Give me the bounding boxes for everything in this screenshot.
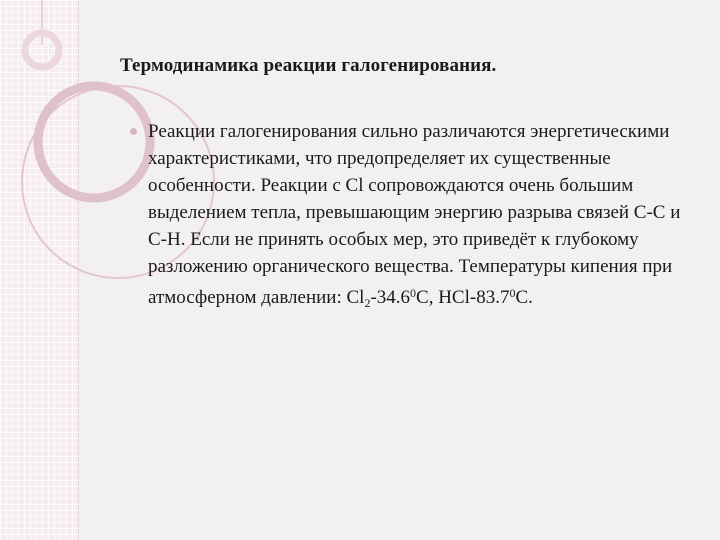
paragraph-lead: Реакции галогенирования сильно различаются энергетическими характеристиками, что предопределяет их существенные особенности. Реакции с Cl сопровождаются очень большим выделением тепла, превышающим энергию разрыва связей C-C и C-H. Если не принять особых мер, это приведёт к глубокому разложению органического вещества. Температуры кипения при атмосферном давлении: Cl [148, 121, 681, 308]
paragraph-mid: C, HCl-83.7 [416, 287, 510, 308]
slide-title: Термодинамика реакции галогенирования. [120, 55, 497, 76]
bullet-paragraph [148, 118, 700, 317]
bullet-list-item [130, 118, 700, 317]
degree-mark-2: 0 [509, 286, 516, 300]
paragraph-tail: C. [515, 287, 533, 308]
bullet-icon [130, 128, 137, 135]
chlorine-boiling-value: -34.6 [370, 287, 411, 308]
chlorine-subscript: 2 [364, 296, 371, 310]
degree-mark-1: 0 [410, 286, 417, 300]
